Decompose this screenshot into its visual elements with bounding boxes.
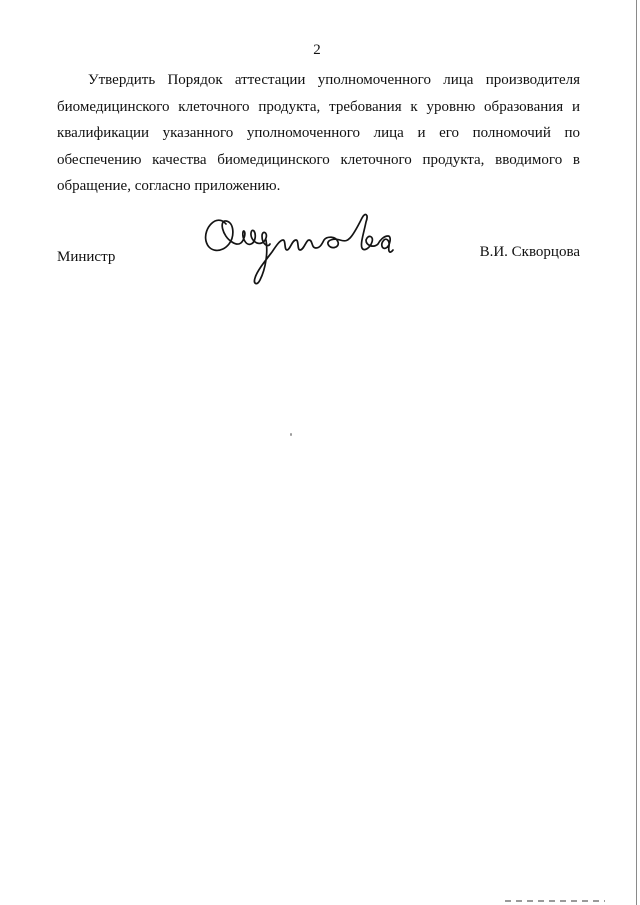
paragraph-line: Утвердить Порядок аттестации уполномоченного лица производителя (88, 72, 580, 88)
paragraph-line: биомедицинского клеточного продукта, требования к уровню образования и (57, 98, 580, 115)
handwritten-signature (195, 200, 405, 295)
signatory-position: Министр (57, 249, 116, 265)
page-number: 2 (313, 42, 321, 58)
page-edge-right (636, 0, 637, 905)
signatory-name: В.И. Скворцова (479, 244, 580, 260)
paragraph-line: квалификации указанного уполномоченного лица и его полномочий по (57, 125, 580, 141)
paragraph-line: обеспечению качества биомедицинского клеточного продукта, вводимого в (57, 151, 580, 168)
paragraph-line: обращение, согласно приложению. (57, 178, 281, 194)
order-paragraph (57, 67, 580, 200)
page-edge-bottom (505, 900, 605, 902)
scan-speck (290, 433, 292, 436)
